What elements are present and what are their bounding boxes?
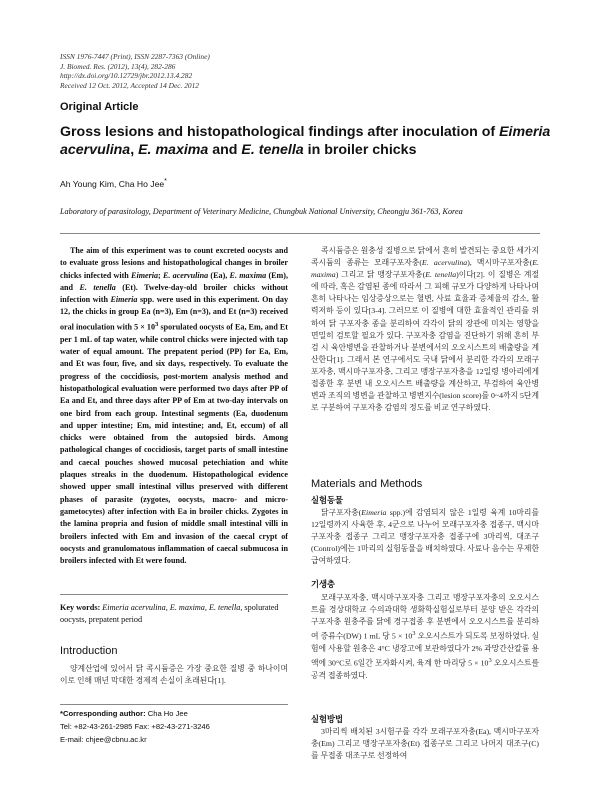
- intro-text: 콕시듐증은 원충성 질병으로 닭에서 흔히 발견되는 중요한 세가지 콕시듐의 종류는 모래구포자충(: [311, 246, 539, 268]
- received-line: Received 12 Oct. 2012, Accepted 14 Dec. 2012: [60, 80, 200, 90]
- abstract-species: E. maxima: [229, 270, 267, 280]
- subheading-methods: 실험방법: [311, 714, 344, 724]
- correspondence: [60, 707, 288, 746]
- issn-line: ISSN 1976-7447 (Print), ISSN 2287-7363 (Online): [60, 52, 210, 61]
- header-divider: [60, 233, 540, 234]
- journal-line: J. Biomed. Res. (2012), 13(4), 282-286: [60, 61, 176, 71]
- footnote-divider: [60, 704, 288, 705]
- abstract-text: The aim of this experiment was to count excreted oocysts and to evaluate gross lesions and histopathological changes in broiler chicks infected with: [60, 246, 288, 280]
- methods-text: 모래구포자충, 맥시마구포자충 그리고 맹장구포자충의 오오시스트를 경상대학교 수의과대학 생화학실험실로부터 분양 받은 각각의 구포자충 원충주를 닭에 경구접종 후 분변에서 오오시스트를 분리하여 증류수(DW) 1 mL 당 5 × 10: [311, 593, 539, 641]
- abstract-text: (Ea),: [208, 270, 230, 280]
- abstract-text: spp. were used in this experiment. On day 12, the chicks in group Ea (n=3), Em (n=3), and Et (n=3) received oral inoculation with 5 × 10: [60, 295, 288, 332]
- title-species: Eimeria acervulina: [60, 124, 551, 158]
- title-part: and: [208, 142, 242, 158]
- affiliation: Laboratory of parasitology, Department of Veterinary Medicine, Chungbuk National University, Cheongju 361-763, Korea: [60, 207, 463, 216]
- intro-text: ) 그리고 닭 맹장구포자충(: [335, 270, 426, 280]
- abstract-text: (Et). Twelve-day-old broiler chicks without infection with: [60, 282, 288, 305]
- corresponding-author: [60, 707, 288, 720]
- intro-text: ), 맥시마구포자충(: [467, 258, 533, 268]
- title-part: in broiler chicks: [303, 142, 417, 158]
- intro-species: E. acervulina: [421, 258, 468, 268]
- keywords-rest: spolurated oocysts, prepatent period: [60, 603, 279, 624]
- abstract-species: Eimeria: [110, 295, 138, 305]
- superscript: 3: [488, 657, 492, 665]
- journal-meta: [60, 52, 210, 90]
- abstract-species: E. tenella: [79, 282, 116, 292]
- animals-text: [311, 507, 539, 567]
- superscript: 3: [155, 320, 159, 328]
- corresponding-mark: *: [164, 177, 167, 185]
- abstract-text: ;: [158, 270, 163, 280]
- article-type: Original Article: [60, 101, 139, 113]
- parasite-text: [311, 592, 539, 682]
- doi-link[interactable]: http://dx.doi.org/10.12729/jbr.2012.13.4.282: [60, 71, 193, 81]
- email[interactable]: E-mail: chjee@cbnu.ac.kr: [60, 735, 147, 744]
- methods-text: 오오시스트를 공격 접종하였다.: [311, 658, 540, 680]
- intro-species: E. tenella: [425, 270, 457, 280]
- superscript: 3: [412, 630, 416, 638]
- methods-text-block: 3마리씩 배치된 3시험구를 각각 모래구포자충(Ea), 맥시마구포자충(Em) 그리고 맹장구포자충(Et) 접종구로 그리고 나머지 대조구(C)를 무접종 대조구로 선정하여: [311, 727, 539, 761]
- intro-continued: [311, 245, 539, 414]
- subheading-animals: 실험동물: [311, 495, 344, 505]
- phone-fax: Tel: +82-43-261-2985 Fax: +82-43-271-3246: [60, 722, 210, 731]
- intro-species: E. maxima: [311, 258, 539, 280]
- title-species: E. tenella: [241, 142, 304, 158]
- abstract-text: sporulated oocysts of Ea, Em, and Et per 1 mL of tap water, while control chicks were injected with tap water of equal amount. The prepatent period (PP) for Ea, Em, and Et was four, five, and six days, respectively. To evaluate the progress of the coccidiosis, post-mortem analysis method and histopathological evaluation were performed two days after PP of Ea and Et, and three days after PP of Em at two-day intervals on one bird from each group. Intestinal segments (Ea, duodenum and upper intestine; Em, mid intestine; and, Et, eccum) of all chicks were obtained from the autopsied birds. Among pathological changes of coccidiosis, target parts of small intestine and caecal pouches showed mucosal petechiation and white plaques streaks in the duodenum. Histopathological evidence showed upper small intestinal villus preserved with different phases of parasite (zygotes, oocysts, macro- and micro-gametocytes) after infection with Ea in broiler chicks. Zygotes in the lamina propria and fusion of middle small intestinal villi in broilers infected with Em and invasion of the caecal crypt of oocysts and granulomatous inflammation of caecal submucosa in broilers infected with Et were found.: [60, 322, 288, 566]
- author-names: Ah Young Kim, Cha Ho Jee: [60, 178, 165, 189]
- title-part: ,: [130, 142, 139, 158]
- authors: [60, 177, 167, 189]
- title-species: E. maxima: [138, 142, 209, 158]
- keywords-italic: Eimeria acervulina, E. maxima, E. tenella,: [100, 603, 243, 612]
- methods-species: Eimeria: [361, 508, 387, 517]
- introduction-text: 양계산업에 있어서 닭 콕시듐증은 가장 중요한 질병 중 하나이며 이로 인해 매년 막대한 경제적 손실이 초래된다[1].: [60, 664, 288, 686]
- subheading-parasite: 기생충: [311, 579, 336, 589]
- introduction-heading: Introduction: [60, 645, 118, 657]
- abstract-divider: [60, 594, 288, 595]
- methods-text: 닭구포자충(: [321, 508, 362, 517]
- intro-text: )이다[2]. 이 질병은 계절에 따라, 혹은 감염된 종에 따라서 그 피해 규모가 다양하게 나타나며 흔히 나타나는 임상증상으로는 혈변, 사료 효율과 증체율의 감소, 활력저하 등이 있다[3-4]. 그러므로 이 질병에 대한 효율적인 관리를 위하여 닭 구포자충 종을 분리하여 각각이 닭의 장관에 미치는 영향을 면밀히 검토할 필요가 있다. 구포자충 감염을 진단하기 위해 흔히 부검 시 육안병변을 관찰하거나 분변에서의 오오시스트의 배출량을 계산한다[1]. 그래서 본 연구에서도 국내 닭에서 분리한 각각의 모래구포자충, 맥시마구포자충, 그리고 맹장구포자충을 12일령 병아리에게 접종한 후 분변 내 오오시스트 배출량을 계산하고, 부검하여 육안병변과 조직의 병변을 관찰하고 병변지수(lesion score)를 0~4까지 5단계로 구분하여 구포자충 감염의 정도를 비교 연구하였다.: [311, 270, 539, 413]
- methods-heading: Materials and Methods: [311, 478, 423, 490]
- corresponding-label: *Corresponding author:: [60, 709, 146, 718]
- keywords: [60, 602, 288, 626]
- paper-title: [60, 123, 560, 159]
- methods-text: 오오시스트가 되도록 보정하였다. 실험에 사용할 원충은 4°C 냉장고에 보관하였다가 2% 과망간산칼륨 용액에 30°C로 6일간 포자화시켜, 육계 한 마리당 5 × 10: [311, 631, 539, 668]
- keywords-label: Key words:: [60, 603, 101, 612]
- abstract-text: (Em), and: [60, 270, 289, 292]
- title-part: Gross lesions and histopathological findings after inoculation of: [60, 124, 500, 140]
- methods-text: spp.)에 감염되지 않은 1일령 육계 10마리를 12일령까지 사육한 후, 4군으로 나누어 모래구포자충 접종구, 맥시마구포자충 접종구 그리고 맹장구포자충 접종구에 3마리씩, 대조구(Control)에는 1마리의 실험동물을 배치하였다. 사료나 음수는 무제한 급여하였다.: [311, 508, 539, 566]
- corresponding-name: Cha Ho Jee: [145, 709, 188, 718]
- abstract-species: E. acervulina: [162, 270, 209, 280]
- abstract: [60, 245, 288, 567]
- abstract-species: Eimeria: [131, 270, 159, 280]
